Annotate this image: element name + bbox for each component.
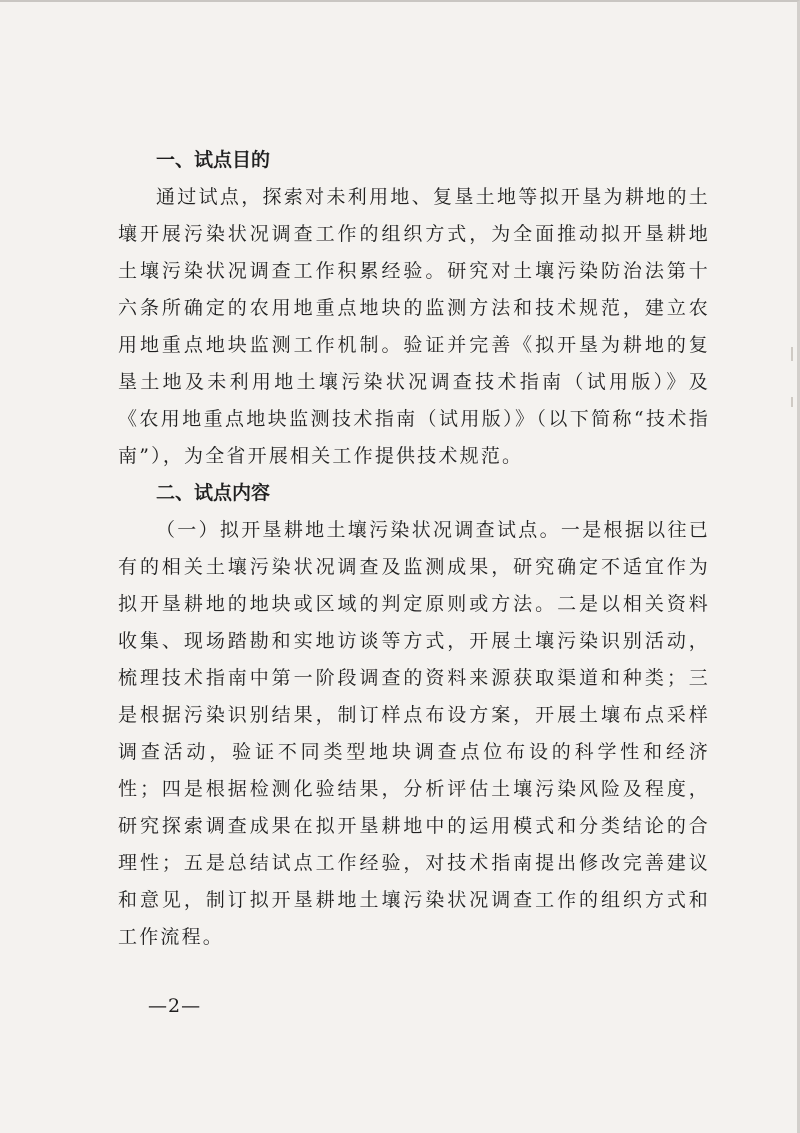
section-paragraph-purpose: 通过试点，探索对未利用地、复垦土地等拟开垦为耕地的土壤开展污染状况调查工作的组织方式，为全面推动拟开垦耕地土壤污染状况调查工作积累经验。研究对土壤污染防治法第十六条所确定的农用地重点地块的监测方法和技术规范，建立农用地重点地块监测工作机制。验证并完善《拟开垦为耕地的复垦土地及未利用地土壤污染状况调查技术指南（试用版）》及《农用地重点地块监测技术指南（试用版）》（以下简称“技术指南”），为全省开展相关工作提供技术规范。 — [118, 186, 710, 467]
section-heading-content: 二、试点内容 — [156, 482, 271, 504]
section-heading-purpose: 一、试点目的 — [156, 149, 271, 171]
scan-artifact — [791, 397, 793, 407]
section-paragraph-content: （一）拟开垦耕地土壤污染状况调查试点。一是根据以往已有的相关土壤污染状况调查及监测成果，研究确定不适宜作为拟开垦耕地的地块或区域的判定原则或方法。二是以相关资料收集、现场踏勘和实地访谈等方式，开展土壤污染识别活动，梳理技术指南中第一阶段调查的资料来源获取渠道和种类；三是根据污染识别结果，制订样点布设方案，开展土壤布点采样调查活动，验证不同类型地块调查点位布设的科学性和经济性；四是根据检测化验结果，分析评估土壤污染风险及程度，研究探索调查成果在拟开垦耕地中的运用模式和分类结论的合理性；五是总结试点工作经验，对技术指南提出修改完善建议和意见，制订拟开垦耕地土壤污染状况调查工作的组织方式和工作流程。 — [118, 519, 710, 948]
body-text — [118, 142, 710, 956]
page-number: —2— — [148, 995, 202, 1017]
scan-artifact — [791, 347, 793, 361]
